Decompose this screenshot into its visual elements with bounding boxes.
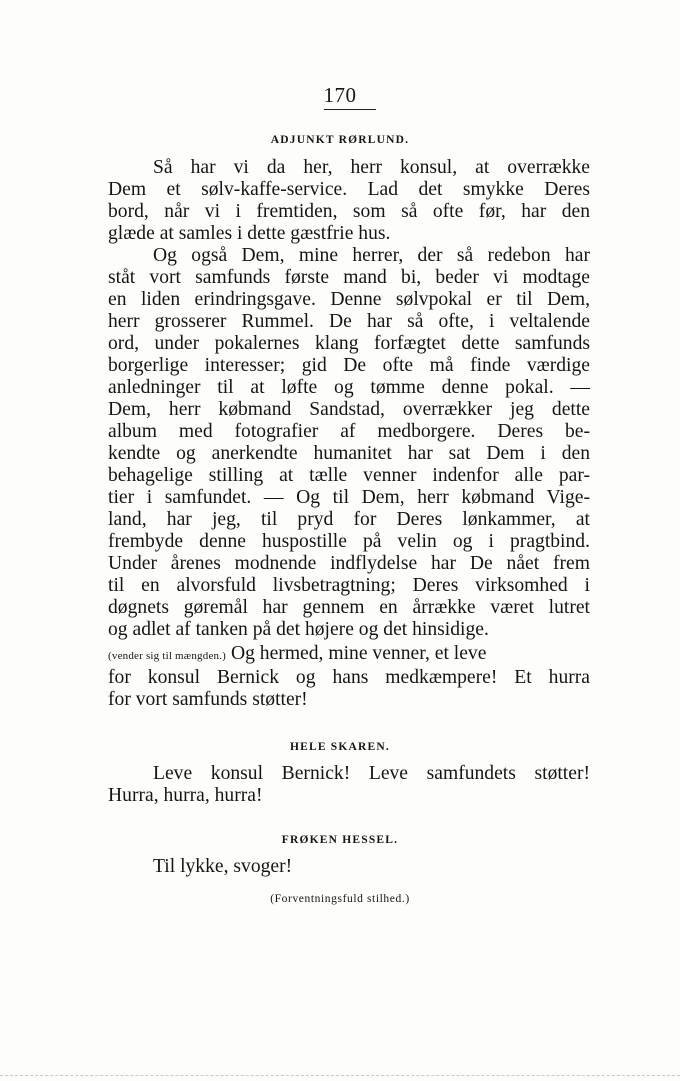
page-edge-divider [0, 1075, 680, 1076]
text-line: herr grosserer Rummel. De har så ofte, i veltalende [108, 311, 590, 332]
text-line: en liden erindringsgave. Denne sølvpokal er til Dem, [108, 289, 590, 310]
page-number-rule [324, 109, 376, 110]
text-line: tier i samfundet. — Og til Dem, herr købmand Vige- [108, 487, 590, 508]
text-line: Og også Dem, mine herrer, der så redebon har [153, 245, 590, 266]
text-line: for konsul Bernick og hans medkæmpere! Et hurra [108, 667, 590, 688]
text-line: til en alvorsfuld livsbetragtning; Deres virksomhed i [108, 575, 590, 596]
inline-stage-direction: (vender sig til mængden.) [108, 650, 227, 662]
text-line: borgerlige interesser; gid De ofte må finde værdige [108, 355, 590, 376]
text-line: Til lykke, svoger! [153, 856, 293, 877]
text-line: glæde at samles i dette gæstfrie hus. [108, 223, 391, 244]
text-line: anledninger til at løfte og tømme denne pokal. — [108, 377, 590, 398]
text-line: for vort samfunds støtter! [108, 689, 308, 710]
text-line: bord, når vi i fremtiden, som så ofte før, har den [108, 201, 590, 222]
speaker-heading-hele-skaren: HELE SKAREN. [289, 741, 391, 753]
text-line: Under årenes modnende indflydelse har De nået frem [108, 553, 590, 574]
speaker-heading-rorlund: ADJUNKT RØRLUND. [270, 134, 410, 146]
text-line: behagelige stilling at tælle venner indenfor alle par- [108, 465, 590, 486]
text-line-with-stage-direction [108, 643, 590, 667]
text-line: Dem, herr købmand Sandstad, overrækker jeg dette [108, 399, 590, 420]
text-fragment: Og hermed, mine venner, et leve [230, 643, 487, 664]
text-line: ord, under pokalernes klang forfægtet dette samfunds [108, 333, 590, 354]
text-line: album med fotografier af medborgere. Deres be- [108, 421, 590, 442]
text-line: land, har jeg, til pryd for Deres lønkammer, at [108, 509, 590, 530]
text-line: Dem et sølv-kaffe-service. Lad det smykke Deres [108, 179, 590, 200]
text-line: kendte og anerkendte humanitet har sat Dem i den [108, 443, 590, 464]
page-number: 170 [323, 83, 357, 107]
text-line: Så har vi da her, herr konsul, at overrække [153, 157, 590, 178]
text-line: frembyde denne huspostille på velin og i pragtbind. [108, 531, 590, 552]
text-line: Hurra, hurra, hurra! [108, 785, 263, 806]
text-line: og adlet af tanken på det højere og det hinsidige. [108, 619, 489, 640]
text-line: Leve konsul Bernick! Leve samfundets støtter! [153, 763, 590, 784]
text-line: døgnets gøremål har gennem en årrække været lutret [108, 597, 590, 618]
speaker-heading-hessel: FRØKEN HESSEL. [281, 834, 399, 846]
text-line: ståt vort samfunds første mand bi, beder vi modtage [108, 267, 590, 288]
stage-direction: (Forventningsfuld stilhed.) [270, 893, 410, 905]
